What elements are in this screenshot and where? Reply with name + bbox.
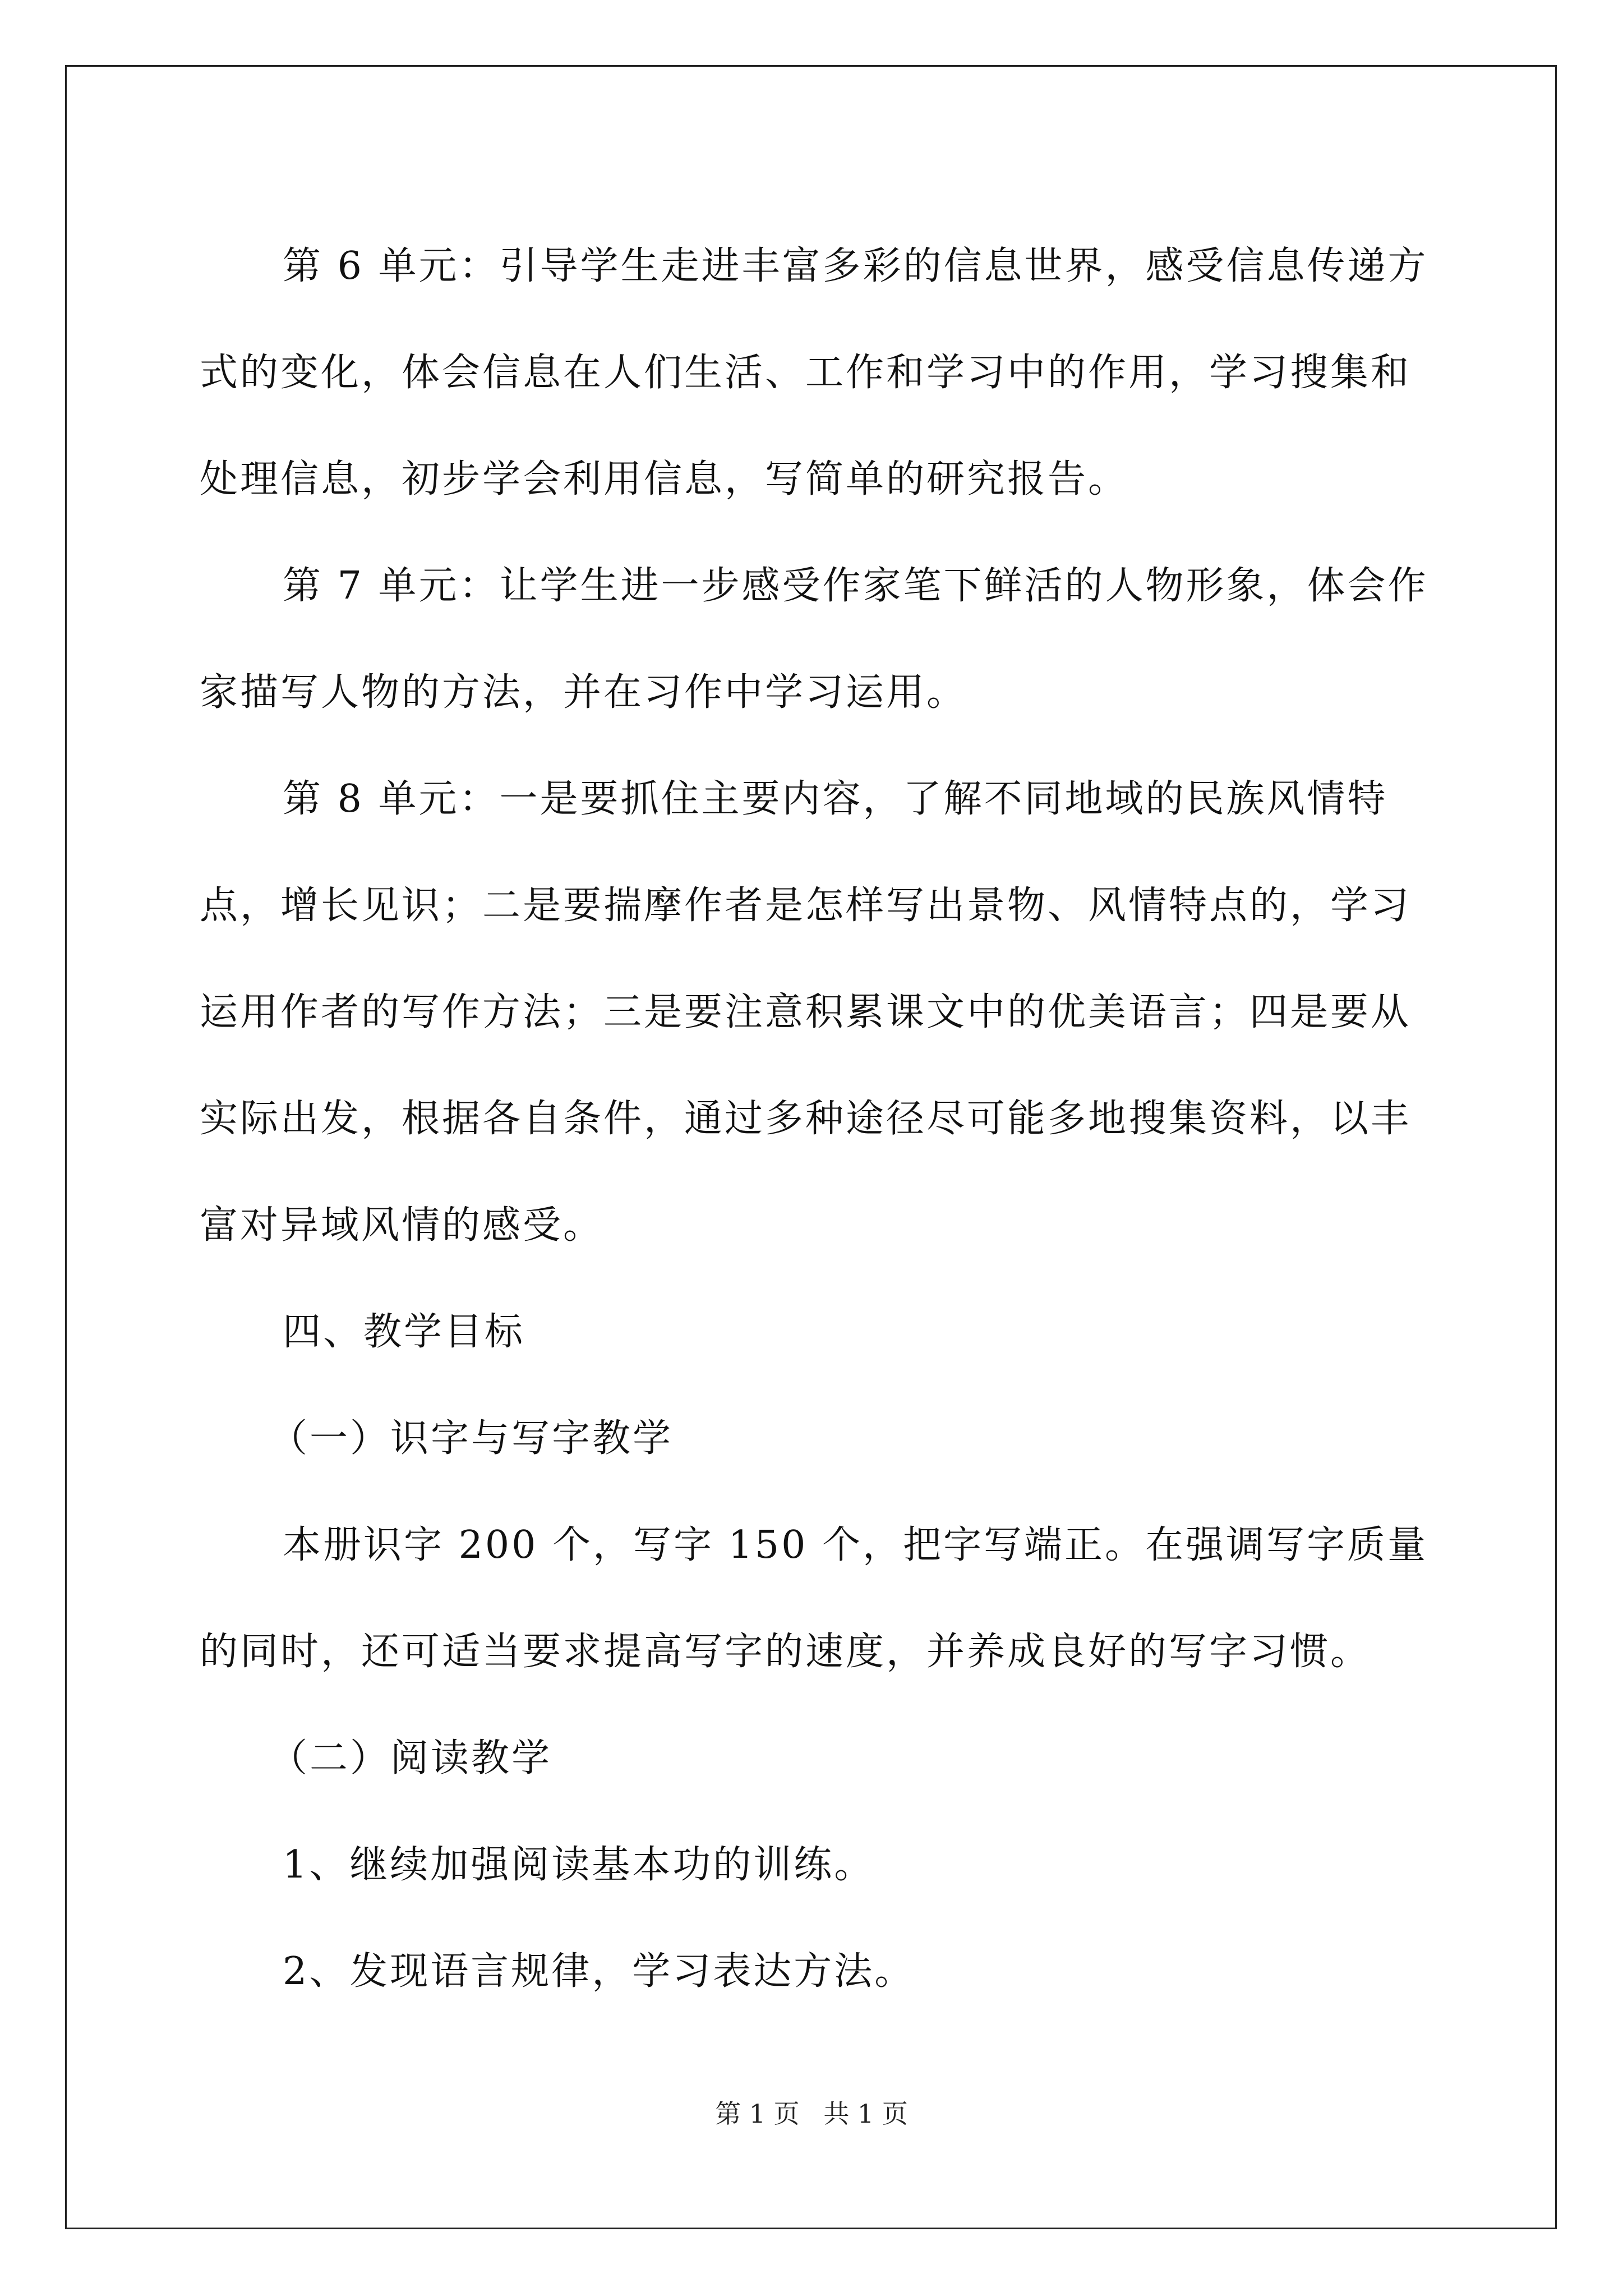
paragraph-literacy-goal: 本册识字 200 个，写字 150 个，把字写端正。在强调写字质量的同时，还可适当要求提高写字的速度，并养成良好的写字习惯。 [200, 1523, 1428, 1674]
subheading-reading: （二）阅读教学 [269, 1736, 552, 1780]
list-item-reading-2: 2、发现语言规律，学习表达方法。 [283, 1949, 915, 1994]
paragraph-unit-6: 第 6 单元：引导学生走进丰富多彩的信息世界，感受信息传递方式的变化，体会信息在人们生活、工作和学习中的作用，学习搜集和处理信息，初步学会利用信息，写简单的研究报告。 [200, 244, 1428, 501]
section-heading-teaching-goals: 四、教学目标 [283, 1310, 525, 1354]
list-item-reading-1: 1、继续加强阅读基本功的训练。 [283, 1843, 875, 1887]
page-number: 第 1 页 [715, 2099, 800, 2129]
subheading-literacy-writing: （一）识字与写字教学 [269, 1416, 674, 1461]
page-total: 共 1 页 [823, 2099, 908, 2129]
paragraph-unit-8: 第 8 单元：一是要抓住主要内容，了解不同地域的民族风情特点，增长见识；二是要揣摩作者是怎样写出景物、风情特点的，学习运用作者的写作方法；三是要注意积累课文中的优美语言；四是要从实际出发，根据各自条件，通过多种途径尽可能多地搜集资料，以丰富对异域风情的感受。 [200, 777, 1412, 1248]
document-body [200, 213, 1433, 2025]
paragraph-unit-7: 第 7 单元：让学生进一步感受作家笔下鲜活的人物形象，体会作家描写人物的方法，并在习作中学习运用。 [200, 564, 1428, 715]
page-footer [0, 2093, 1623, 2131]
